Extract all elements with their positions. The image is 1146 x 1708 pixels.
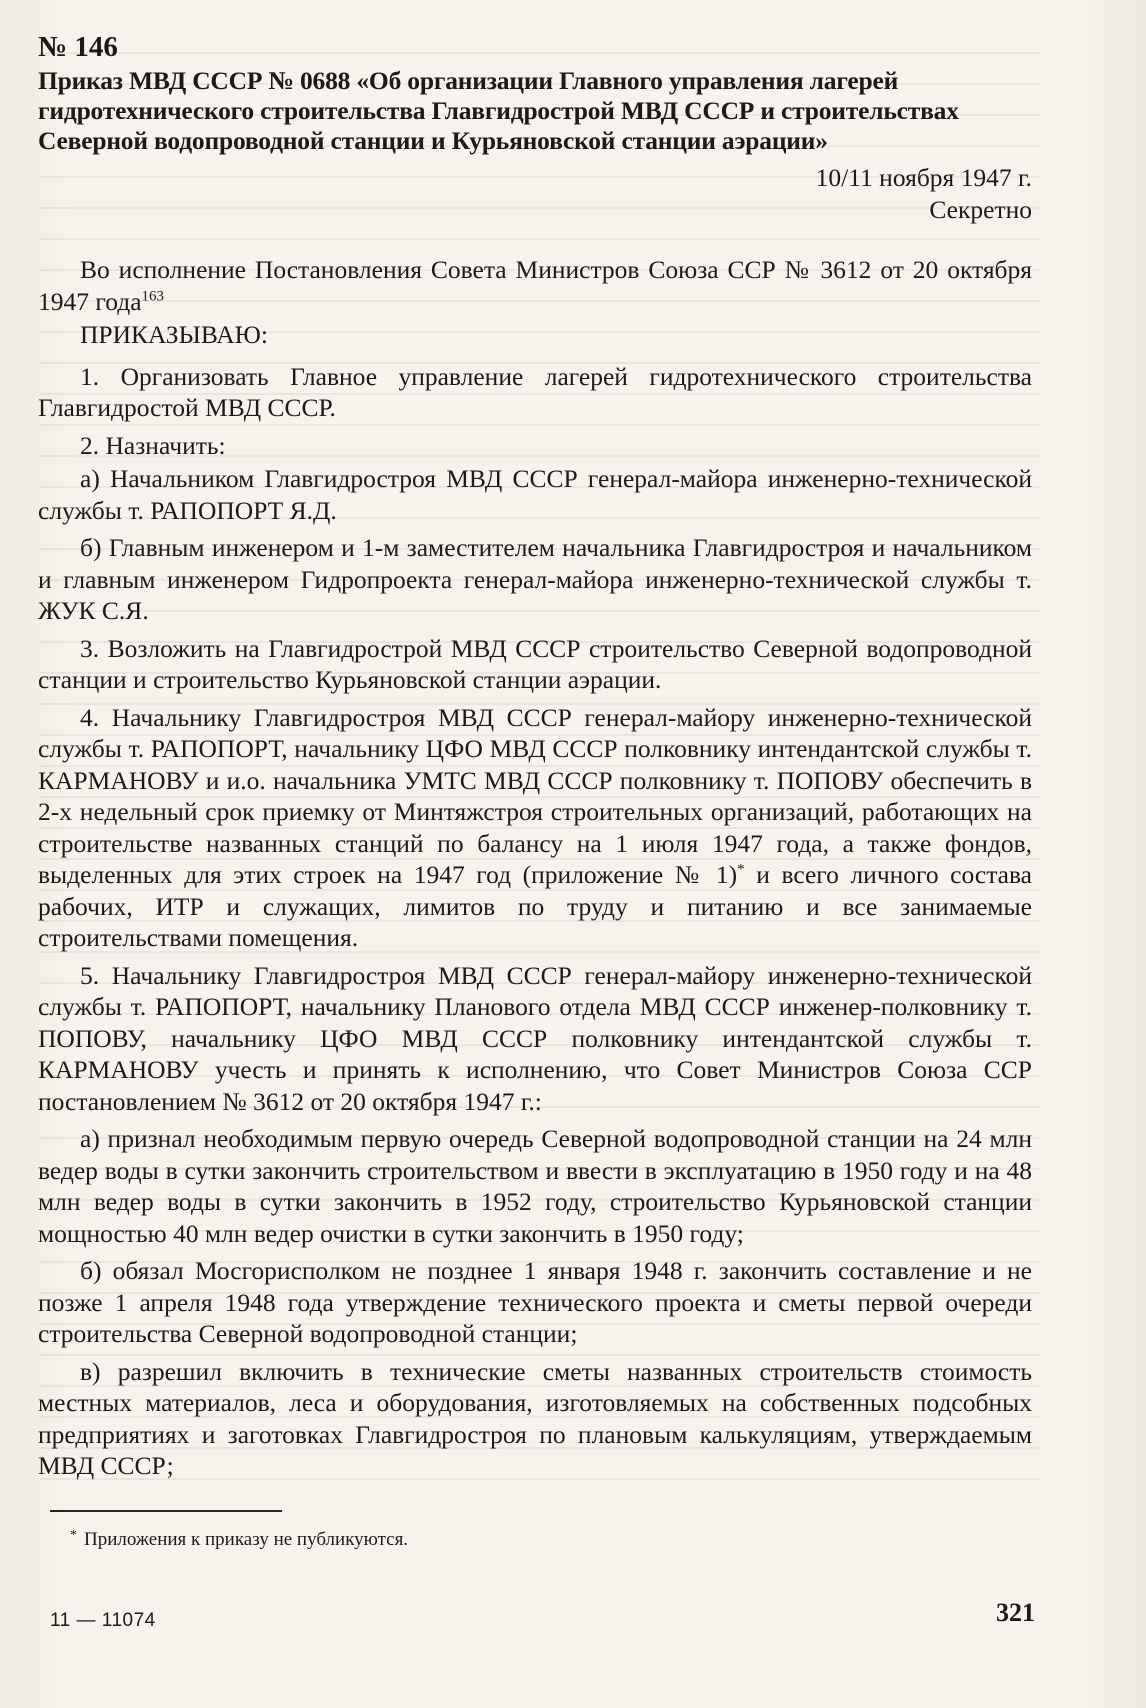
paragraph-4-start: 4. Начальнику Главгидростроя МВД СССР генерал-майору инженерно-технической службы т. РАПОПОРТ, начальнику ЦФО МВД СССР полковнику интендантской службы т. КАРМАНОВУ и и.о. начальника УМТС МВД СССР полковнику т. ПОПОВУ обеспечить в 2-х недельный срок приемку от Минтяжстроя строительных организаций, работающих на строительстве названных станций по балансу на 1 июля 1947 года, а также фондов, выделенных для этих строек на 1947 год (приложение № 1) xyxy=(38,702,1032,889)
paragraph-5a: а) признал необходимым первую очередь Северной водопроводной станции на 24 млн ведер воды в сутки закончить строительством и ввести в эксплуатацию в 1950 году и на 48 млн ведер воды в сутки закончить в 1952 году, строительство Курьяновской станции мощностью 40 млн ведер очистки в сутки закончить в 1950 году; xyxy=(38,1124,1032,1248)
paragraph-5b: б) обязал Мосгорисполком не позднее 1 января 1948 г. закончить составление и не позже 1 апреля 1948 года утверждение технического проекта и сметы первой очереди строительства Северной водопроводной станции; xyxy=(38,1256,1032,1348)
printer-signature: 11 — 11074 xyxy=(50,1610,156,1631)
paragraph-4-end: и всего личного состава рабочих, ИТР и служащих, лимитов по труду и питанию и все занимаемые строительствами помещения. xyxy=(38,860,1032,952)
paragraph-4 xyxy=(38,702,1032,954)
document-content xyxy=(38,30,1032,1488)
endnote-marker: 163 xyxy=(141,288,165,304)
page-number: 321 xyxy=(996,1598,1035,1627)
document-classification: Секретно xyxy=(929,195,1032,224)
footnote-reference-marker: * xyxy=(737,861,745,878)
paragraph-2a: а) Начальником Главгидростроя МВД СССР генерал-майора инженерно-технической службы т. РАПОПОРТ Я.Д. xyxy=(38,464,1032,525)
paragraph-3: 3. Возложить на Главгидрострой МВД СССР строительство Северной водопроводной станции и строительство Курьяновской станции аэрации. xyxy=(38,633,1032,694)
footnote xyxy=(70,1528,409,1552)
document-number: № 146 xyxy=(38,31,118,63)
footnote-divider xyxy=(50,1510,282,1512)
preamble-text: Во исполнение Постановления Совета Министров Союза ССР № 3612 от 20 октября 1947 года xyxy=(38,255,1032,316)
document-title: Приказ МВД СССР № 0688 «Об организации Главного управления лагерей гидротехнического строительства Главгидрострой МВД СССР и строительствах Северной водопроводной станции и Курьяновской станции аэрации» xyxy=(38,66,959,155)
document-body xyxy=(38,254,1032,1482)
paragraph-2: 2. Назначить: xyxy=(80,430,226,460)
footnote-mark: * xyxy=(70,1528,77,1543)
order-word: ПРИКАЗЫВАЮ: xyxy=(80,320,268,349)
preamble-paragraph xyxy=(38,254,1032,317)
paragraph-5: 5. Начальнику Главгидростроя МВД СССР генерал-майору инженерно-технической службы т. РАПОПОРТ, начальнику Планового отдела МВД СССР инженер-полковнику т. ПОПОВУ, начальнику ЦФО МВД СССР полковнику интендантской службы т. КАРМАНОВУ учесть и принять к исполнению, что Совет Министров Союза ССР постановлением № 3612 от 20 октября 1947 г.: xyxy=(38,960,1032,1116)
footnote-text: Приложения к приказу не публикуются. xyxy=(84,1529,409,1550)
document-date: 10/11 ноября 1947 г. xyxy=(815,163,1032,192)
paragraph-1: 1. Организовать Главное управление лагерей гидротехнического строительства Главгидростой МВД СССР. xyxy=(38,361,1032,422)
paragraph-2b: б) Главным инженером и 1-м заместителем начальника Главгидростроя и начальником и главным инженером Гидропроекта генерал-майора инженерно-технической службы т. ЖУК С.Я. xyxy=(38,533,1032,625)
paragraph-5c: в) разрешил включить в технические сметы названных строительств стоимость местных материалов, леса и оборудования, изготовляемых на собственных подсобных предприятиях и заготовках Главгидростроя по плановым калькуляциям, утверждаемым МВД СССР; xyxy=(38,1356,1032,1480)
